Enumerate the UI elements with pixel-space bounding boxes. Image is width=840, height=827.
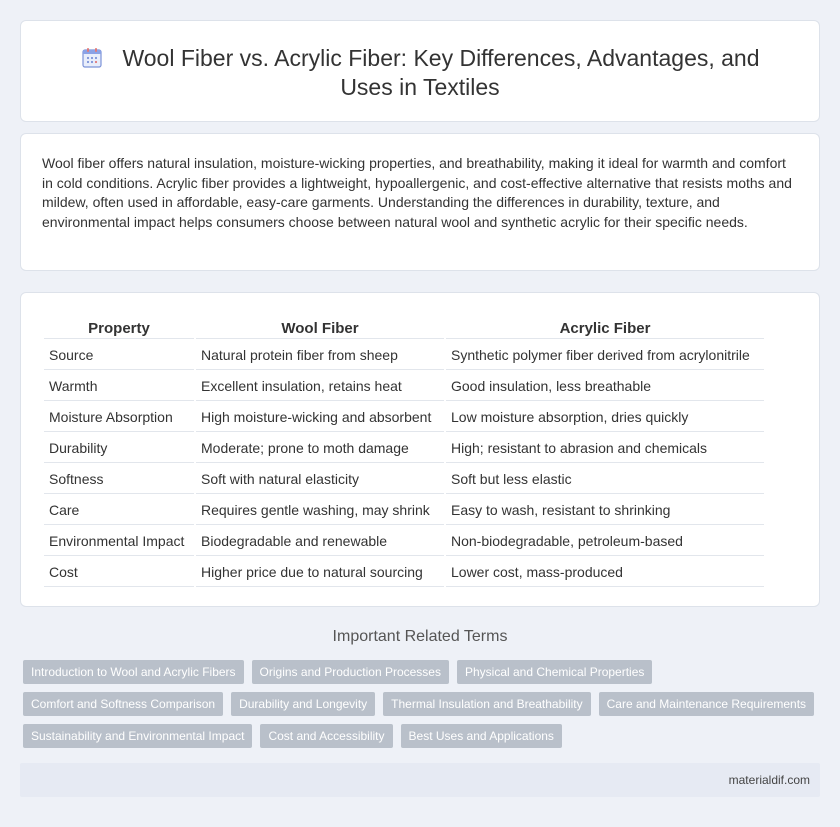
row-property: Cost [44, 558, 194, 587]
title-wrap [21, 44, 819, 102]
row-wool: Natural protein fiber from sheep [196, 341, 444, 370]
comparison-table [42, 315, 766, 589]
tag-comfort-softness[interactable]: Comfort and Softness Comparison [23, 692, 223, 716]
tag-row [23, 692, 823, 716]
row-acrylic: High; resistant to abrasion and chemicals [446, 434, 764, 463]
table-row [44, 465, 764, 494]
related-terms-tags [23, 660, 823, 756]
row-property: Source [44, 341, 194, 370]
header-wool-fiber: Wool Fiber [196, 317, 444, 339]
header-property: Property [44, 317, 194, 339]
table-row [44, 403, 764, 432]
intro-paragraph: Wool fiber offers natural insulation, moisture-wicking properties, and breathability, making it ideal for warmth and comfort in cold conditions. Acrylic fiber provides a lightweight, hypoallergenic, and cost-effective alternative that resists moths and mildew, often used in affordable, easy-care garments. Understanding the differences in durability, texture, and environmental impact helps consumers choose between natural wool and synthetic acrylic for their specific needs. [42, 155, 792, 230]
row-property: Environmental Impact [44, 527, 194, 556]
tag-durability-longevity[interactable]: Durability and Longevity [231, 692, 375, 716]
row-acrylic: Non-biodegradable, petroleum-based [446, 527, 764, 556]
page-title [61, 44, 779, 102]
row-acrylic: Soft but less elastic [446, 465, 764, 494]
table-row [44, 558, 764, 587]
footer [20, 763, 820, 797]
row-property: Softness [44, 465, 194, 494]
tag-care-maintenance[interactable]: Care and Maintenance Requirements [599, 692, 814, 716]
header-acrylic-fiber: Acrylic Fiber [446, 317, 764, 339]
tag-introduction[interactable]: Introduction to Wool and Acrylic Fibers [23, 660, 244, 684]
comparison-table-card [20, 292, 820, 607]
row-wool: Biodegradable and renewable [196, 527, 444, 556]
row-property: Durability [44, 434, 194, 463]
row-wool: High moisture-wicking and absorbent [196, 403, 444, 432]
row-acrylic: Easy to wash, resistant to shrinking [446, 496, 764, 525]
table-row [44, 527, 764, 556]
tag-row [23, 660, 823, 684]
tag-cost-accessibility[interactable]: Cost and Accessibility [260, 724, 392, 748]
row-acrylic: Lower cost, mass-produced [446, 558, 764, 587]
row-wool: Excellent insulation, retains heat [196, 372, 444, 401]
row-acrylic: Synthetic polymer fiber derived from acrylonitrile [446, 341, 764, 370]
table-row [44, 496, 764, 525]
row-acrylic: Low moisture absorption, dries quickly [446, 403, 764, 432]
intro-card [20, 133, 820, 271]
row-property: Warmth [44, 372, 194, 401]
row-wool: Soft with natural elasticity [196, 465, 444, 494]
row-wool: Higher price due to natural sourcing [196, 558, 444, 587]
footer-site-link[interactable]: materialdif.com [728, 773, 810, 787]
row-wool: Requires gentle washing, may shrink [196, 496, 444, 525]
table-row [44, 434, 764, 463]
row-property: Care [44, 496, 194, 525]
tag-row [23, 724, 823, 748]
table-row [44, 372, 764, 401]
header-card [20, 20, 820, 122]
row-wool: Moderate; prone to moth damage [196, 434, 444, 463]
tag-sustainability[interactable]: Sustainability and Environmental Impact [23, 724, 252, 748]
tag-origins-production[interactable]: Origins and Production Processes [252, 660, 449, 684]
page-title-text: Wool Fiber vs. Acrylic Fiber: Key Differences, Advantages, and Uses in Textiles [122, 45, 760, 100]
related-terms-title: Important Related Terms [332, 628, 508, 645]
tag-physical-chemical[interactable]: Physical and Chemical Properties [457, 660, 652, 684]
tag-best-uses[interactable]: Best Uses and Applications [401, 724, 562, 748]
tag-thermal-insulation[interactable]: Thermal Insulation and Breathability [383, 692, 590, 716]
row-acrylic: Good insulation, less breathable [446, 372, 764, 401]
table-row [44, 341, 764, 370]
table-header-row [44, 317, 764, 339]
calendar-grid-icon [80, 46, 104, 70]
row-property: Moisture Absorption [44, 403, 194, 432]
